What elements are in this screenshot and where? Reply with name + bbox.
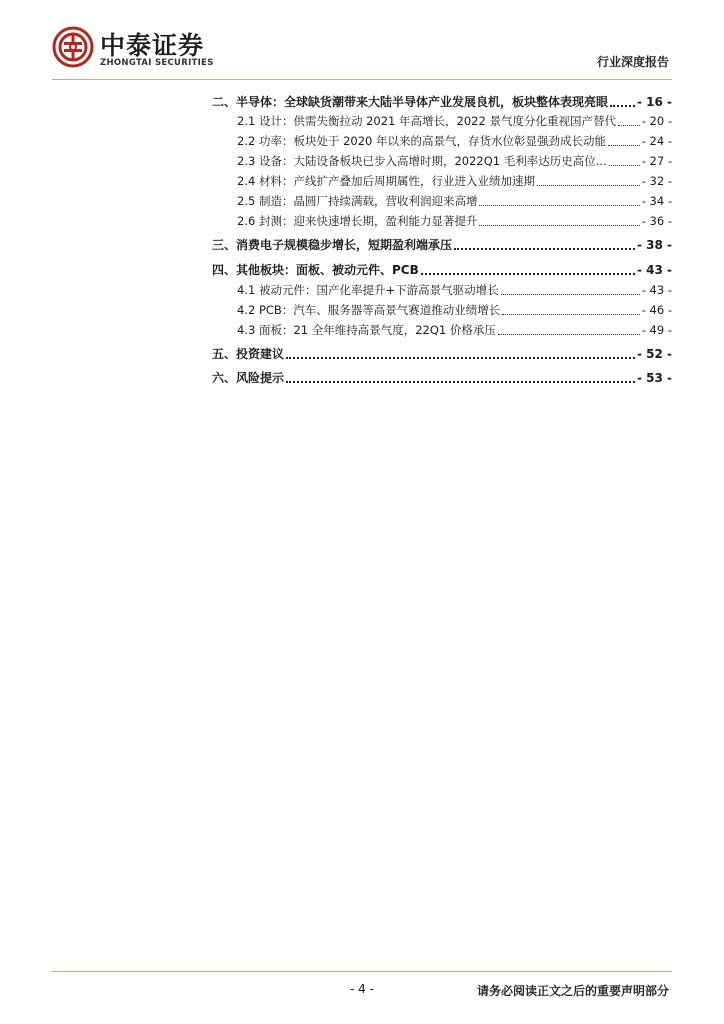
toc-entry[interactable] [237,192,672,210]
toc-leader-dots [609,164,640,166]
toc-entry-title: 4.1 被动元件：国产化率提升+下游高景气驱动增长 [237,283,499,297]
toc-entry-page: - 38 - [636,238,672,252]
brand-name-english: ZHONGTAI SECURITIES [100,58,214,68]
toc-leader-dots [618,124,640,126]
toc-entry-page: - 36 - [641,214,672,228]
toc-entry[interactable] [212,261,672,279]
toc-entry-title: 4.2 PCB：汽车、服务器等高景气赛道推动业绩增长 [237,303,501,317]
toc-entry[interactable] [237,321,672,339]
toc-entry-title: 2.2 功率：板块处于 2020 年以来的高景气，存货水位彰显强劲成长动能 [237,134,607,148]
toc-entry-page: - 24 - [641,134,672,148]
toc-entry-title: 2.3 设备：大陆设备板块已步入高增时期，2022Q1 毛利率达历史高位... [237,154,607,168]
toc-leader-dots [610,104,635,107]
toc-entry-title: 4.3 面板：21 全年维持高景气度，22Q1 价格承压 [237,323,496,337]
toc-entry-page: - 43 - [641,283,672,297]
toc-entry-page: - 53 - [636,371,672,385]
toc-entry-title: 2.1 设计：供需失衡拉动 2021 年高增长，2022 景气度分化重视国产替代 [237,114,616,128]
toc-leader-dots [537,184,640,186]
toc-entry[interactable] [237,112,672,130]
toc-entry-page: - 46 - [641,303,672,317]
footer-divider [52,971,672,972]
toc-entry-page: - 52 - [636,347,672,361]
toc-entry-page: - 27 - [641,154,672,168]
toc-leader-dots [286,356,635,359]
toc-leader-dots [454,247,635,250]
toc-entry[interactable] [237,132,672,150]
toc-leader-dots [479,224,639,226]
header-divider [52,79,672,80]
toc-entry-title: 二、半导体：全球缺货潮带来大陆半导体产业发展良机，板块整体表现亮眼 [212,95,609,109]
toc-entry-page: - 34 - [641,194,672,208]
brand-name: 中泰证券 [100,31,205,60]
toc-entry[interactable] [212,236,672,254]
toc-leader-dots [479,204,639,206]
toc-entry-page: - 16 - [636,95,672,109]
toc-leader-dots [421,272,635,275]
toc-entry[interactable] [237,152,672,170]
toc-entry-title: 2.6 封测：迎来快速增长期，盈利能力显著提升 [237,214,478,228]
toc-entry[interactable] [212,369,672,387]
toc-entry-title: 六、风险提示 [212,371,285,385]
toc-entry[interactable] [237,212,672,230]
toc-entry-page: - 20 - [641,114,672,128]
page-number: - 4 - [350,982,374,996]
toc-entry[interactable] [237,281,672,299]
toc-entry-title: 三、消费电子规模稳步增长，短期盈利端承压 [212,238,453,252]
toc-entry[interactable] [237,172,672,190]
toc-entry-title: 四、其他板块：面板、被动元件、PCB [212,263,419,277]
toc-entry[interactable] [212,93,672,111]
toc-entry-title: 五、投资建议 [212,347,285,361]
toc-entry[interactable] [212,345,672,363]
zhongtai-logo-icon [52,26,94,68]
toc-leader-dots [286,380,635,383]
toc-entry-page: - 49 - [641,323,672,337]
toc-leader-dots [501,293,640,295]
report-type-label: 行业深度报告 [596,55,669,69]
toc-entry-title: 2.5 制造：晶圆厂持续满载，营收利润迎来高增 [237,194,478,208]
toc-leader-dots [498,333,640,335]
toc-entry[interactable] [237,301,672,319]
toc-entry-page: - 43 - [636,263,672,277]
toc-entry-page: - 32 - [641,174,672,188]
toc-leader-dots [502,313,639,315]
disclaimer-text: 请务必阅读正文之后的重要声明部分 [476,984,669,998]
toc-entry-title: 2.4 材料：产线扩产叠加后周期属性，行业进入业绩加速期 [237,174,535,188]
page-header [0,0,724,82]
toc-leader-dots [608,144,640,146]
